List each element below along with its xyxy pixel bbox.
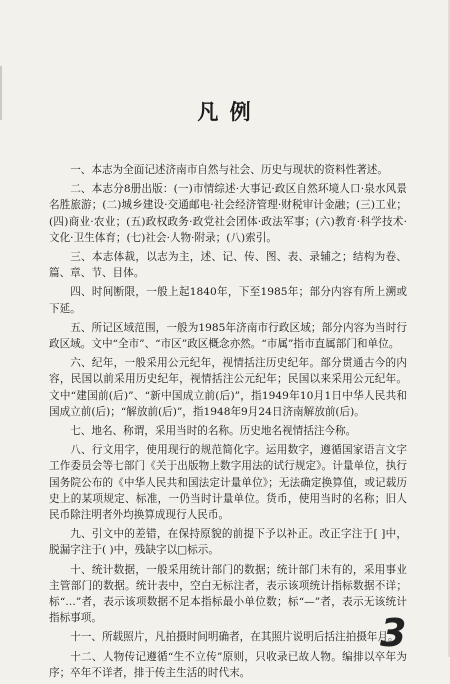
guideline-paragraph: 七、地名、称谓，采用当时的名称。历史地名视情括注今称。	[70, 425, 357, 438]
guideline-paragraph: 十、统计数据，一般采用统计部门的数据；统计部门未有的，采用事业主管部门的数据。统计表中，空白无标注者，表示该项统计指标数据不详；标“…”者，表示该项数据不足本指标最小单位数；标“—”者，表示无该统计指标事项。	[49, 563, 407, 625]
guideline-paragraph: 五、所记区域范围，一般为1985年济南市行政区域；部分内容为当时行政区域。文中“全市”、“市区”政区概念亦然。“市属”指市直属部门和单位。	[49, 321, 407, 351]
guideline-paragraph: 四、时间断限，一般上起1840年，下至1985年；部分内容有所上溯或下延。	[49, 286, 407, 315]
guideline-paragraph: 二、本志分8册出版：(一)市情综述·大事记·政区自然环境人口·泉水风景名胜旅游；(二)城乡建设·交通邮电·社会经济管理·财税审计金融；(三)工业；(四)商业·农业；(五)政权政务·政党社会团体·政法军事；(六)教育·科学技术·文化·卫生体育；(七)社会·人物·附录；(八)索引。	[49, 183, 407, 244]
guideline-paragraph: 三、本志体裁，以志为主，述、记、传、图、表、录辅之；结构为卷、篇、章、节、目体。	[49, 251, 407, 280]
guideline-paragraph: 八、行文用字，使用现行的规范简化字。运用数字，遵循国家语言文字工作委员会等七部门《关于出版物上数字用法的试行规定》。计量单位，执行国务院公布的《中华人民共和国法定计量单位》；无法确定换算值，或记载历史上的某项规定、标准，一仍当时计量单位。货币，使用当时的名称；旧人民币除注明者外均换算成现行人民币。	[49, 444, 407, 522]
guidelines-body	[49, 162, 407, 684]
page-title: 凡 例	[197, 99, 253, 124]
guideline-paragraph: 九、引文中的差错，在保持原貌的前提下予以补正。改正字注于[ ]中，脱漏字注于( )中，残缺字以□标示。	[49, 528, 407, 557]
guideline-paragraph: 六、纪年，一般采用公元纪年，视情括注历史纪年。部分贯通古今的内容，民国以前采用历史纪年，视情括注公元纪年；民国以来采用公元纪年。文中“建国前(后)”、“新中国成立前(后)”，指1949年10月1日中华人民共和国成立前(后)；“解放前(后)”，指1948年9月24日济南解放前(后)。	[49, 357, 407, 418]
guideline-paragraph: 十二、人物传记遵循“生不立传”原则，只收录已故人物。编排以卒年为序；卒年不详者，排于传主生活的时代末。	[49, 650, 407, 679]
guideline-paragraph: 一、本志为全面记述济南市自然与社会、历史与现状的资料性著述。	[70, 164, 388, 176]
guideline-paragraph: 十一、所载照片，凡拍摄时间明确者，在其照片说明后括注拍摄年月。	[70, 631, 399, 644]
handwritten-page-number: 3	[380, 611, 407, 655]
